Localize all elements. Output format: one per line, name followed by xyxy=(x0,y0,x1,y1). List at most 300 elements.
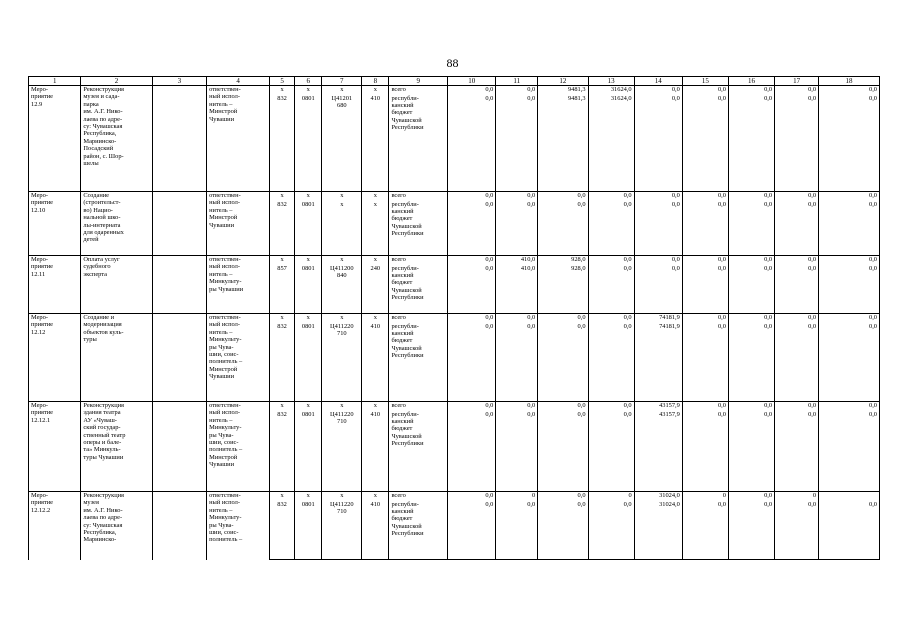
budget-source-line: республи- xyxy=(391,264,419,272)
total-source: всего xyxy=(389,402,448,411)
budget-value: 0,0 xyxy=(728,201,774,256)
activity-performer-line: ответствен- xyxy=(209,256,241,263)
activity-name-line: им. А.Г. Нико- xyxy=(83,108,123,116)
activity-performer-line: Минстрой xyxy=(209,214,238,222)
total-value: 31024,0 xyxy=(634,492,682,501)
budget-value: 0,0 xyxy=(496,411,538,492)
budget-value: 0,0 xyxy=(538,201,588,256)
activity-code-line: 12.11 xyxy=(31,270,46,278)
activity-name-line: для одаренных xyxy=(83,229,124,237)
activity-performer-line: Минстрой xyxy=(209,453,238,461)
budget-value: 0,0 xyxy=(819,501,880,560)
total-value: 0,0 xyxy=(775,256,819,265)
activity-code-line: Меро- xyxy=(31,492,48,499)
activity-name-line: Оплата услуг xyxy=(83,256,120,263)
table-row xyxy=(29,256,880,265)
total-value: 0,0 xyxy=(728,402,774,411)
total-col7: x xyxy=(322,492,362,501)
budget-value: 0,0 xyxy=(448,265,496,314)
budget-col7-line: Ц411220 xyxy=(330,322,354,330)
total-value: 31624,0 xyxy=(588,86,634,95)
budget-value: 0,0 xyxy=(682,265,728,314)
activity-performer-line: ный испол- xyxy=(209,263,240,271)
total-col5: x xyxy=(270,86,295,95)
activity-name-line: парка xyxy=(83,100,99,108)
activity-code-line: приятие xyxy=(31,499,54,507)
total-value: 0,0 xyxy=(775,402,819,411)
total-col6: x xyxy=(295,314,322,323)
budget-source-line: Республики xyxy=(391,530,424,538)
budget-source xyxy=(389,265,448,314)
budget-source-line: бюджет xyxy=(391,279,413,287)
total-value: 0,0 xyxy=(448,192,496,201)
budget-source-line: канский xyxy=(391,101,414,109)
budget-source-line: республи- xyxy=(391,94,419,102)
activity-name xyxy=(81,492,152,560)
budget-value: 0,0 xyxy=(588,265,634,314)
activity-name-line: Мариинско- xyxy=(83,137,117,145)
budget-col7 xyxy=(322,201,362,256)
budget-source-line: бюджет xyxy=(391,109,413,117)
budget-col5: 832 xyxy=(270,411,295,492)
activity-name xyxy=(81,402,152,492)
activity-name-line: АУ «Чуваш- xyxy=(83,416,117,424)
total-value: 0,0 xyxy=(448,314,496,323)
column-number: 15 xyxy=(682,77,728,86)
activity-name-line: во) Нацио- xyxy=(83,206,113,214)
budget-col6: 0801 xyxy=(295,411,322,492)
activity-name-line: музея и сада- xyxy=(83,93,120,101)
activity-name-line: лы-интерната xyxy=(83,221,121,229)
total-value: 0,0 xyxy=(775,314,819,323)
budget-col7-line: 680 xyxy=(337,101,347,109)
total-value: 0 xyxy=(496,492,538,501)
total-value: 0,0 xyxy=(819,314,880,323)
budget-source-line: бюджет xyxy=(391,425,413,433)
activity-name-line: музея xyxy=(83,499,99,507)
budget-col7-line: 710 xyxy=(337,507,347,515)
budget-source-line: Чувашской xyxy=(391,522,422,530)
budget-value: 0,0 xyxy=(775,501,819,560)
activity-performer-line: шии, соис- xyxy=(209,439,239,447)
column-number: 14 xyxy=(634,77,682,86)
activity-performer-line: ный испол- xyxy=(209,321,240,329)
activity-name-line: здания театра xyxy=(83,409,121,417)
total-col5: x xyxy=(270,492,295,501)
total-value: 43157,9 xyxy=(634,402,682,411)
budget-value: 0,0 xyxy=(588,411,634,492)
activity-name-line: та» Минкуль- xyxy=(83,446,121,454)
budget-col5: 832 xyxy=(270,323,295,402)
activity-code xyxy=(29,402,81,492)
total-value: 0,0 xyxy=(728,492,774,501)
total-col7: x xyxy=(322,402,362,411)
budget-col8: 410 xyxy=(362,411,389,492)
activity-name-line: туры xyxy=(83,336,97,344)
activity-performer-line: ответствен- xyxy=(209,192,241,199)
budget-source xyxy=(389,201,448,256)
activity-name-line: оперы и бале- xyxy=(83,439,122,447)
total-col8: x xyxy=(362,492,389,501)
activity-code-line: приятие xyxy=(31,409,54,417)
activity-code-line: приятие xyxy=(31,93,54,101)
budget-value: 0,0 xyxy=(588,323,634,402)
activity-performer-line: шии, соис- xyxy=(209,351,239,359)
activity-name-line: Создание xyxy=(83,192,110,199)
activity-name-line: Посадский xyxy=(83,145,114,153)
total-value: 0,0 xyxy=(728,314,774,323)
total-value: 0,0 xyxy=(682,314,728,323)
column-number: 5 xyxy=(270,77,295,86)
table-row xyxy=(29,402,880,411)
activity-performer-line: Минкульту- xyxy=(209,424,242,432)
total-value: 0 xyxy=(775,492,819,501)
total-col8: x xyxy=(362,192,389,201)
column-number: 1 xyxy=(29,77,81,86)
activity-name-line: лаева по адре- xyxy=(83,115,123,123)
activity-performer-line: ры Чува- xyxy=(209,343,234,351)
budget-value: 0,0 xyxy=(775,411,819,492)
total-value: 0,0 xyxy=(496,402,538,411)
activity-performer-line: Минстрой xyxy=(209,365,238,373)
budget-value: 0,0 xyxy=(682,411,728,492)
program-activities-table xyxy=(28,76,880,560)
total-value: 0,0 xyxy=(819,256,880,265)
budget-source-line: Республики xyxy=(391,294,424,302)
activity-performer-line: Минкульту- xyxy=(209,336,242,344)
total-value: 0,0 xyxy=(588,314,634,323)
total-value: 0,0 xyxy=(448,256,496,265)
activity-performer-line: Минкульту- xyxy=(209,514,242,522)
activity-code-line: 12.10 xyxy=(31,206,46,214)
total-value: 0,0 xyxy=(538,402,588,411)
budget-value: 0,0 xyxy=(682,501,728,560)
budget-source-line: Чувашской xyxy=(391,344,422,352)
page-number: 88 xyxy=(446,56,459,70)
activity-performer-line: нитель – xyxy=(209,206,233,214)
activity-name-line: су: Чувашская xyxy=(83,123,123,131)
activity-name-line: лаева по адре- xyxy=(83,514,123,522)
budget-source-line: республи- xyxy=(391,500,419,508)
budget-col7 xyxy=(322,95,362,192)
activity-code-line: Меро- xyxy=(31,256,48,263)
activity-name-line: Мариинско- xyxy=(83,536,117,544)
budget-source-line: Республики xyxy=(391,440,424,448)
activity-performer-line: ры Чувашии xyxy=(209,285,244,293)
activity-name-line: ственный театр xyxy=(83,431,126,439)
budget-value: 31624,0 xyxy=(588,95,634,192)
budget-value: 0,0 xyxy=(682,201,728,256)
column-number-row xyxy=(29,77,880,86)
total-col7: x xyxy=(322,314,362,323)
budget-value: 0,0 xyxy=(728,265,774,314)
budget-source xyxy=(389,411,448,492)
activity-performer-line: полнитель – xyxy=(209,446,243,454)
total-source: всего xyxy=(389,192,448,201)
budget-value: 0,0 xyxy=(496,201,538,256)
budget-col8: 410 xyxy=(362,501,389,560)
table-row xyxy=(29,314,880,323)
total-value: 0,0 xyxy=(775,192,819,201)
total-value: 0,0 xyxy=(775,86,819,95)
activity-performer-line: Минстрой xyxy=(209,108,238,116)
budget-source-line: Чувашской xyxy=(391,116,422,124)
budget-col7 xyxy=(322,323,362,402)
total-value: 0,0 xyxy=(728,256,774,265)
total-col7: x xyxy=(322,256,362,265)
activity-performer-line: нитель – xyxy=(209,100,233,108)
total-col8: x xyxy=(362,314,389,323)
column-number: 3 xyxy=(152,77,206,86)
budget-source-line: Чувашской xyxy=(391,286,422,294)
activity-performer-line: ответствен- xyxy=(209,402,241,409)
activity-performer xyxy=(207,192,270,256)
activity-name-line: им. А.Г. Нико- xyxy=(83,506,123,514)
budget-source-line: канский xyxy=(391,207,414,215)
budget-source-line: канский xyxy=(391,507,414,515)
budget-col7-line: 710 xyxy=(337,417,347,425)
total-value: 0,0 xyxy=(448,402,496,411)
budget-value: 0,0 xyxy=(819,201,880,256)
activity-code xyxy=(29,492,81,560)
activity-performer-line: полнитель – xyxy=(209,358,243,366)
activity-performer-line: Чувашии xyxy=(209,373,235,381)
budget-source-line: республи- xyxy=(391,200,419,208)
activity-performer-line: ответствен- xyxy=(209,492,241,499)
activity-name-line: туры Чувашии xyxy=(83,453,124,461)
column-number: 17 xyxy=(775,77,819,86)
activity-performer-line: нитель – xyxy=(209,328,233,336)
total-value: 0,0 xyxy=(682,256,728,265)
budget-col7-line: Ц411220 xyxy=(330,410,354,418)
activity-name-line: Реконструкция xyxy=(83,492,124,499)
activity-name-line: Республика, xyxy=(83,130,117,138)
budget-source-line: Чувашской xyxy=(391,222,422,230)
activity-code xyxy=(29,256,81,314)
budget-col7-line: Ц411220 xyxy=(330,500,354,508)
activity-performer-line: ры Чува- xyxy=(209,521,234,529)
activity-performer-line: Чувашии xyxy=(209,461,235,469)
total-col5: x xyxy=(270,192,295,201)
total-source: всего xyxy=(389,86,448,95)
total-source: всего xyxy=(389,314,448,323)
activity-performer xyxy=(207,86,270,192)
total-value: 0,0 xyxy=(496,314,538,323)
total-value: 0,0 xyxy=(819,86,880,95)
activity-name-line: Создание и xyxy=(83,314,115,321)
total-value: 9481,3 xyxy=(538,86,588,95)
activity-name-line: су: Чувашская xyxy=(83,521,123,529)
activity-performer-line: ный испол- xyxy=(209,499,240,507)
budget-value: 0,0 xyxy=(819,265,880,314)
table-row xyxy=(29,492,880,501)
budget-col7-line: Ц411200 xyxy=(330,264,354,272)
activity-code-line: Меро- xyxy=(31,314,48,321)
table-row xyxy=(29,192,880,201)
total-value: 0,0 xyxy=(634,86,682,95)
total-value: 0,0 xyxy=(588,256,634,265)
total-col5: x xyxy=(270,314,295,323)
activity-performer-line: нитель – xyxy=(209,506,233,514)
budget-source-line: республи- xyxy=(391,322,419,330)
activity-code xyxy=(29,192,81,256)
budget-col5: 832 xyxy=(270,501,295,560)
total-source: всего xyxy=(389,256,448,265)
budget-value: 0,0 xyxy=(728,323,774,402)
budget-source-line: республи- xyxy=(391,410,419,418)
column-number: 10 xyxy=(448,77,496,86)
budget-value: 0,0 xyxy=(775,201,819,256)
activity-performer-line: ры Чува- xyxy=(209,431,234,439)
budget-value: 0,0 xyxy=(538,501,588,560)
total-col6: x xyxy=(295,492,322,501)
total-value: 0,0 xyxy=(496,86,538,95)
total-col6: x xyxy=(295,86,322,95)
budget-value: 0,0 xyxy=(448,501,496,560)
activity-performer xyxy=(207,256,270,314)
budget-col6: 0801 xyxy=(295,265,322,314)
activity-performer xyxy=(207,492,270,560)
budget-col7 xyxy=(322,411,362,492)
budget-source-line: бюджет xyxy=(391,337,413,345)
total-col5: x xyxy=(270,256,295,265)
budget-source xyxy=(389,323,448,402)
table-body xyxy=(29,77,880,560)
total-value: 0,0 xyxy=(448,492,496,501)
activity-name xyxy=(81,86,152,192)
total-value xyxy=(819,492,880,501)
budget-value: 0,0 xyxy=(728,95,774,192)
activity-performer-line: ответствен- xyxy=(209,86,241,93)
column-number: 12 xyxy=(538,77,588,86)
budget-col7-line: 710 xyxy=(337,329,347,337)
budget-value: 0,0 xyxy=(682,95,728,192)
total-source: всего xyxy=(389,492,448,501)
activity-code xyxy=(29,86,81,192)
activity-code-line: Меро- xyxy=(31,402,48,409)
budget-value: 31024,0 xyxy=(634,501,682,560)
activity-code-line: Меро- xyxy=(31,192,48,199)
activity-name-line: Реконструкция xyxy=(83,86,124,93)
activity-performer-line: полнитель – xyxy=(209,536,243,544)
budget-col5: 857 xyxy=(270,265,295,314)
total-value: 0,0 xyxy=(448,86,496,95)
total-value: 0,0 xyxy=(634,256,682,265)
budget-source-line: Республики xyxy=(391,230,424,238)
total-col6: x xyxy=(295,192,322,201)
budget-value: 0,0 xyxy=(538,323,588,402)
activity-name-line: эксперта xyxy=(83,270,107,278)
total-col7: x xyxy=(322,86,362,95)
activity-performer-line: ный испол- xyxy=(209,93,240,101)
total-value: 0,0 xyxy=(588,192,634,201)
activity-code-line: 12.12.1 xyxy=(31,416,51,424)
column-number: 6 xyxy=(295,77,322,86)
total-value: 0,0 xyxy=(538,192,588,201)
budget-value: 0,0 xyxy=(775,265,819,314)
total-value: 0,0 xyxy=(588,402,634,411)
activity-name xyxy=(81,256,152,314)
budget-value: 0,0 xyxy=(819,95,880,192)
activity-code-line: приятие xyxy=(31,199,54,207)
total-col7: x xyxy=(322,192,362,201)
budget-source-line: Республики xyxy=(391,124,424,132)
activity-performer-line: ный испол- xyxy=(209,199,240,207)
budget-source xyxy=(389,95,448,192)
budget-value: 0,0 xyxy=(728,501,774,560)
activity-performer-line: ный испол- xyxy=(209,409,240,417)
column-number: 18 xyxy=(819,77,880,86)
budget-source xyxy=(389,501,448,560)
budget-value: 0,0 xyxy=(496,95,538,192)
total-value: 0 xyxy=(682,492,728,501)
activity-code-line: Меро- xyxy=(31,86,48,93)
total-col8: x xyxy=(362,256,389,265)
budget-col7 xyxy=(322,501,362,560)
budget-col5: 832 xyxy=(270,95,295,192)
table-row xyxy=(29,86,880,95)
activity-performer-line: нитель – xyxy=(209,416,233,424)
activity-name-line: Республика, xyxy=(83,529,117,537)
budget-source-line: канский xyxy=(391,329,414,337)
budget-col6: 0801 xyxy=(295,323,322,402)
budget-col7-line: x xyxy=(340,200,344,208)
column-number: 7 xyxy=(322,77,362,86)
budget-value: 9481,3 xyxy=(538,95,588,192)
activity-col3 xyxy=(152,86,206,192)
column-number: 2 xyxy=(81,77,152,86)
total-col6: x xyxy=(295,402,322,411)
budget-value: 0,0 xyxy=(775,95,819,192)
total-value: 410,0 xyxy=(496,256,538,265)
budget-source-line: Чувашской xyxy=(391,432,422,440)
total-value: 0,0 xyxy=(682,192,728,201)
activity-name-line: судебного xyxy=(83,263,111,271)
budget-col5: 832 xyxy=(270,201,295,256)
budget-source-line: бюджет xyxy=(391,515,413,523)
column-number: 8 xyxy=(362,77,389,86)
activity-performer xyxy=(207,314,270,402)
activity-code-line: приятие xyxy=(31,263,54,271)
total-col6: x xyxy=(295,256,322,265)
total-value: 0,0 xyxy=(728,86,774,95)
budget-value: 0,0 xyxy=(588,501,634,560)
total-value: 0,0 xyxy=(682,402,728,411)
activity-name-line: нальной шко- xyxy=(83,214,121,222)
budget-value: 0,0 xyxy=(819,411,880,492)
total-value: 0,0 xyxy=(538,314,588,323)
budget-col7 xyxy=(322,265,362,314)
activity-col3 xyxy=(152,256,206,314)
total-value: 0,0 xyxy=(634,192,682,201)
activity-col3 xyxy=(152,192,206,256)
budget-value: 0,0 xyxy=(682,323,728,402)
activity-performer-line: Чувашии xyxy=(209,115,235,123)
budget-value: 0,0 xyxy=(496,501,538,560)
activity-name-line: детей xyxy=(83,236,99,244)
activity-code-line: 12.9 xyxy=(31,100,43,108)
budget-value: 0,0 xyxy=(634,95,682,192)
column-number: 4 xyxy=(207,77,270,86)
activity-code xyxy=(29,314,81,402)
activity-name-line: (строительст- xyxy=(83,199,121,207)
budget-source-line: канский xyxy=(391,417,414,425)
budget-col6: 0801 xyxy=(295,95,322,192)
activity-col3 xyxy=(152,492,206,560)
activity-name xyxy=(81,192,152,256)
activity-name-line: объектов куль- xyxy=(83,328,124,336)
budget-value: 0,0 xyxy=(448,411,496,492)
